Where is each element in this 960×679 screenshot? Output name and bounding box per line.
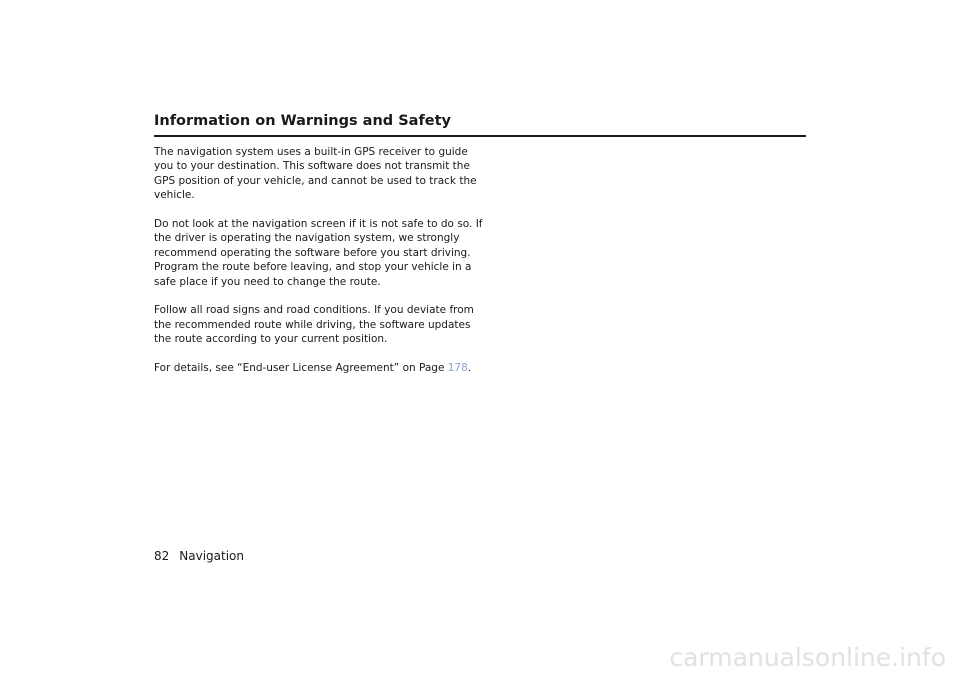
footer-section-name: Navigation [179,549,245,563]
text-line: the driver is operating the navigation system, we strongly [154,232,460,245]
paragraph-gps [154,145,477,203]
paragraph-screen-safety [154,217,483,289]
body-text [154,145,483,390]
text-line: Program the route before leaving, and stop your vehicle in a [154,261,472,274]
text-line: vehicle. [154,189,195,202]
text-line: Do not look at the navigation screen if it is not safe to do so. If [154,218,483,231]
page-footer [154,548,244,564]
details-line [154,361,474,375]
text-line: the route according to your current position. [154,333,388,346]
text-line: safe place if you need to change the route. [154,275,381,288]
details-end: . [467,362,472,375]
text-line: the recommended route while driving, the software updates [154,318,471,331]
text-line: recommend operating the software before you start driving. [154,246,471,259]
paragraph-details [154,361,474,375]
page-title: Information on Warnings and Safety [154,110,806,137]
page-number: 82 [154,549,170,563]
text-line: you to your destination. This software does not transmit the [154,160,470,173]
text-line: GPS position of your vehicle, and cannot be used to track the [154,174,477,187]
page-link-178[interactable]: 178 [447,362,468,375]
paragraph-road-signs [154,303,474,346]
text-line: Follow all road signs and road conditions. If you deviate from [154,304,474,317]
text-line: The navigation system uses a built-in GPS receiver to guide [154,146,468,158]
details-text: For details, see “End-user License Agreement” on Page [154,362,448,375]
watermark: carmanualsonline.info [669,643,946,672]
